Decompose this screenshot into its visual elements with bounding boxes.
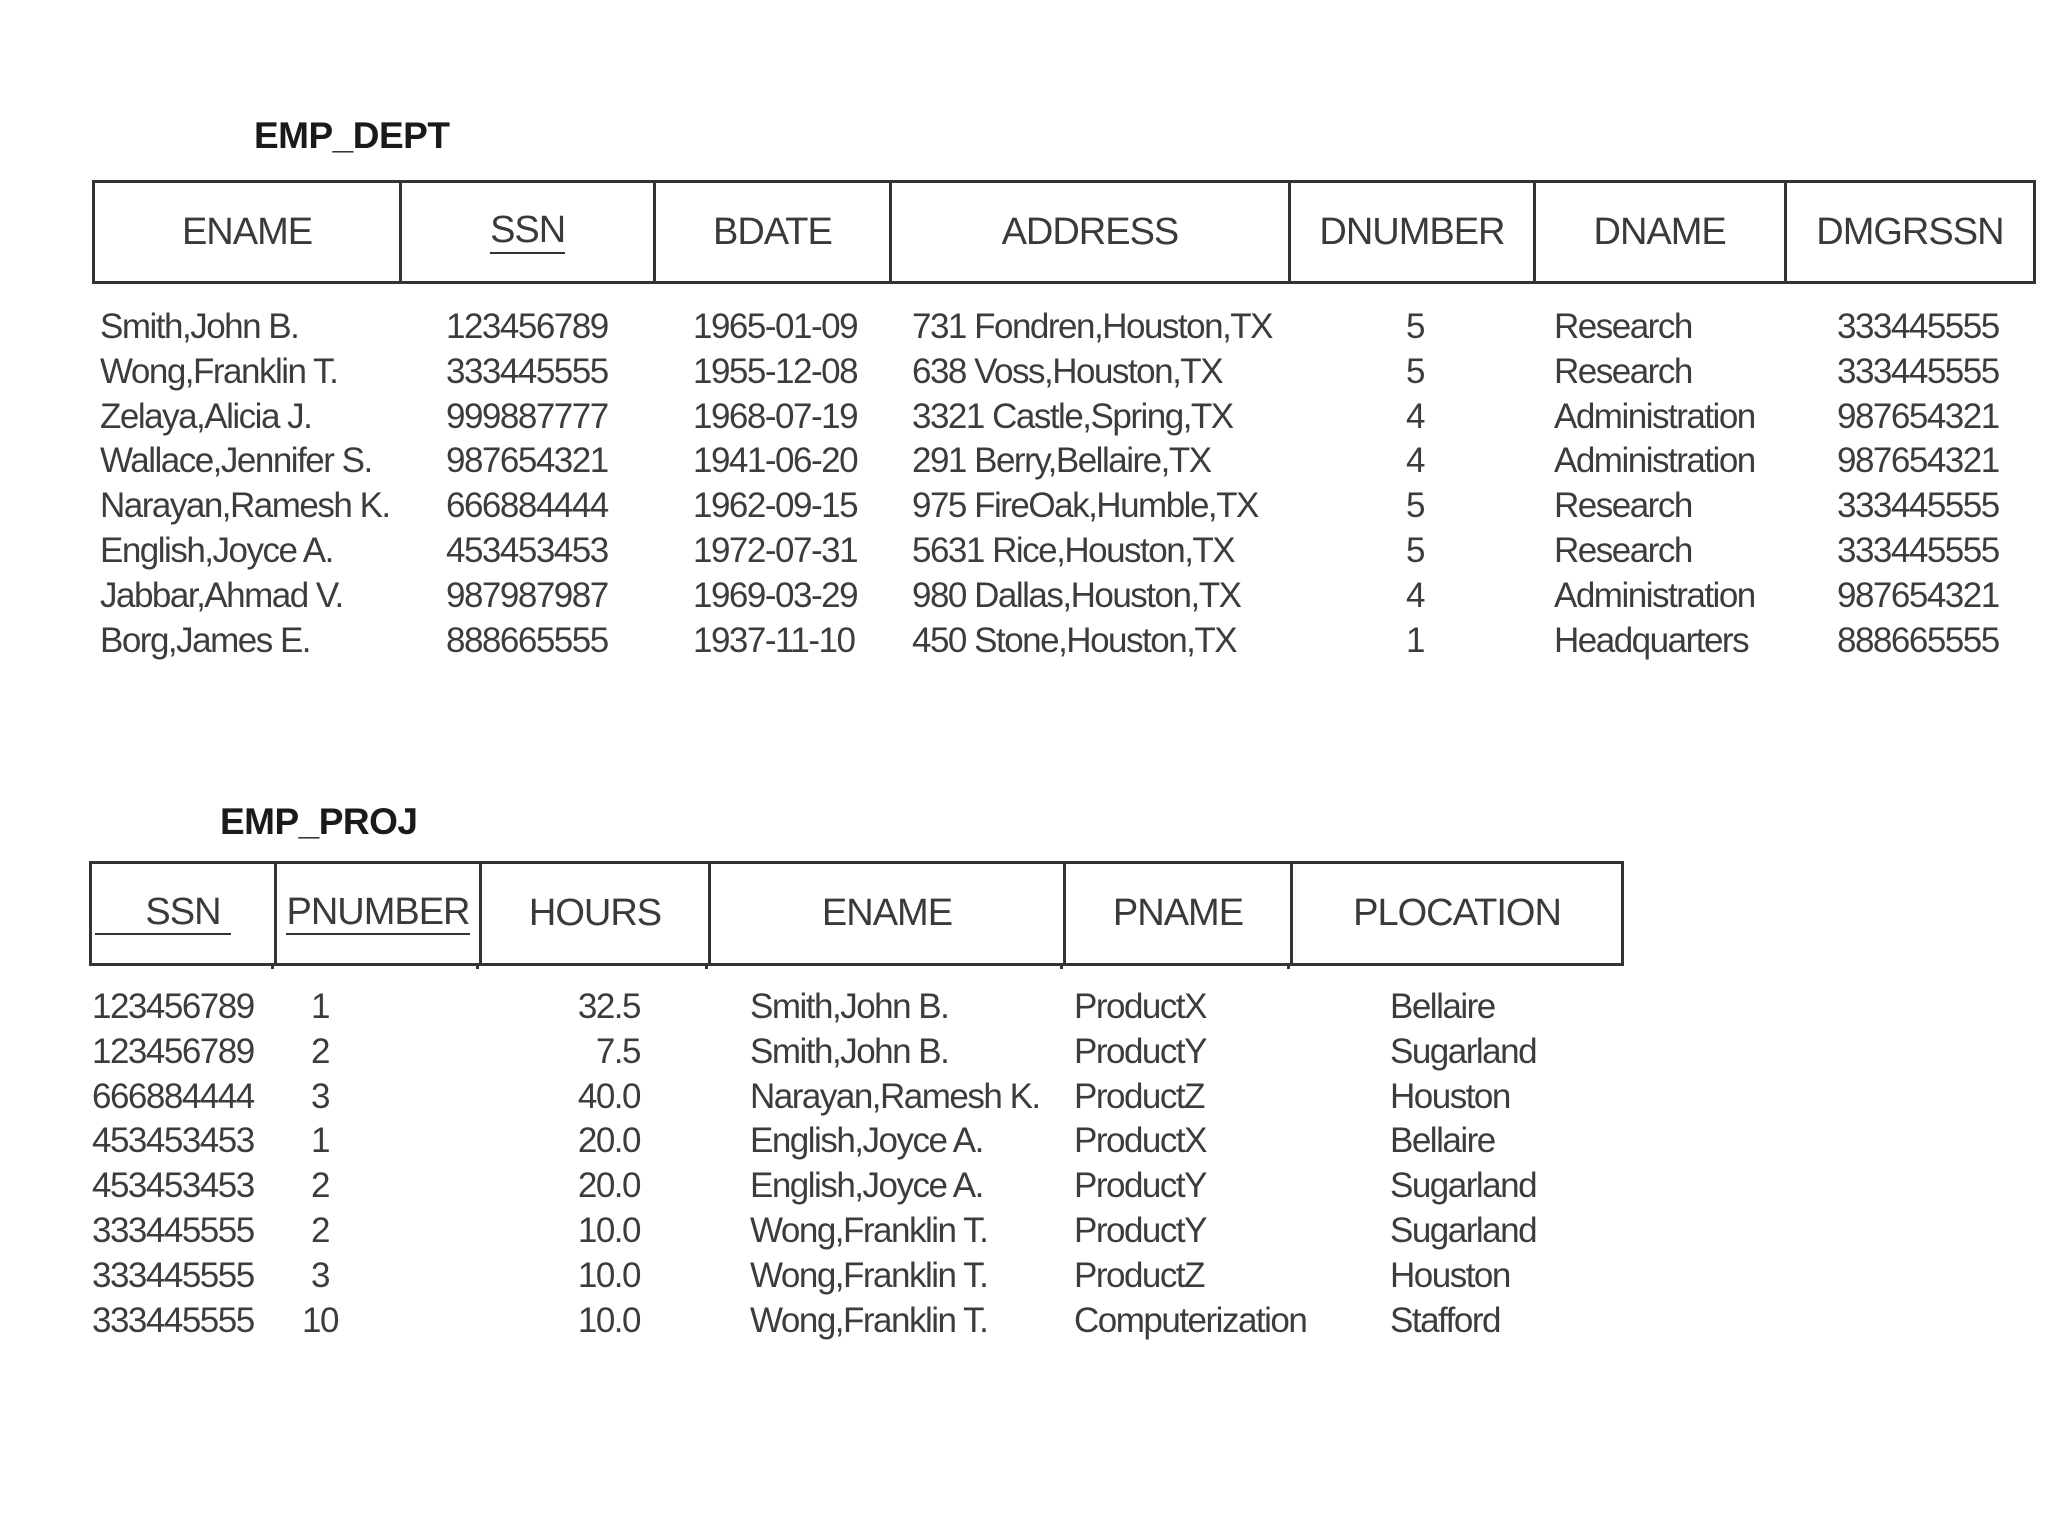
cell-ename: English,Joyce A.	[100, 530, 333, 570]
cell-bdate: 1955-12-08	[693, 351, 858, 391]
table-row	[0, 305, 2048, 350]
cell-ssn: 123456789	[92, 1031, 254, 1071]
cell-hours: 32.5	[577, 987, 640, 1026]
cell-hours: 10.0	[577, 1300, 640, 1340]
cell-dnumber: 4	[1406, 575, 1424, 615]
emp-dept-header-dnumber: DNUMBER	[1291, 183, 1535, 281]
cell-ename: Wong,Franklin T.	[100, 351, 338, 391]
cell-bdate: 1937-11-10	[693, 620, 855, 660]
cell-ssn: 453453453	[92, 1121, 254, 1161]
emp-proj-header	[89, 861, 1624, 966]
cell-ssn: 666884444	[446, 486, 608, 526]
cell-bdate: 1962-09-15	[693, 486, 858, 526]
cell-address: 638 Voss,Houston,TX	[912, 351, 1223, 391]
cell-ssn: 453453453	[92, 1166, 254, 1206]
cell-address: 5631 Rice,Houston,TX	[912, 530, 1235, 570]
cell-plocation: Stafford	[1390, 1300, 1500, 1340]
cell-ename: Narayan,Ramesh K.	[100, 486, 390, 526]
cell-dmgrssn: 333445555	[1837, 307, 1999, 346]
cell-pname: ProductX	[1074, 1121, 1206, 1161]
column-divider	[1287, 963, 1290, 969]
cell-address: 731 Fondren,Houston,TX	[912, 307, 1273, 346]
cell-plocation: Sugarland	[1390, 1031, 1537, 1071]
cell-pnumber: 2	[311, 1031, 329, 1071]
cell-ssn: 333445555	[92, 1255, 254, 1295]
table-row	[0, 1075, 2048, 1120]
cell-ename: Wallace,Jennifer S.	[100, 441, 372, 481]
emp-dept-header-ename: ENAME	[95, 183, 402, 281]
emp-dept-header	[92, 180, 2036, 284]
cell-dname: Research	[1554, 307, 1692, 346]
cell-dname: Headquarters	[1554, 620, 1749, 660]
emp-proj-header-ssn	[92, 864, 277, 963]
cell-ssn: 123456789	[92, 987, 254, 1026]
primary-key-ssn: SSN	[95, 892, 230, 936]
table-row	[0, 985, 2048, 1030]
cell-ename: Wong,Franklin T.	[750, 1210, 988, 1250]
cell-pnumber: 3	[311, 1076, 329, 1116]
cell-pname: ProductY	[1074, 1166, 1206, 1206]
emp-dept-header-ssn	[402, 183, 656, 281]
cell-ename: Narayan,Ramesh K.	[750, 1076, 1040, 1116]
table-row	[0, 484, 2048, 529]
cell-bdate: 1972-07-31	[693, 530, 858, 570]
cell-dname: Research	[1554, 486, 1692, 526]
cell-dname: Administration	[1554, 441, 1755, 481]
cell-dmgrssn: 987654321	[1837, 575, 1999, 615]
table-row	[0, 619, 2048, 664]
cell-hours: 20.0	[577, 1121, 640, 1161]
cell-hours: 40.0	[577, 1076, 640, 1116]
cell-ssn: 453453453	[446, 530, 608, 570]
emp-proj-title: EMP_PROJ	[220, 801, 418, 842]
cell-ename: Wong,Franklin T.	[750, 1255, 988, 1295]
cell-ssn: 333445555	[92, 1210, 254, 1250]
table-row	[0, 529, 2048, 574]
cell-pname: ProductX	[1074, 987, 1206, 1026]
column-divider	[1060, 963, 1063, 969]
cell-pname: ProductY	[1074, 1210, 1206, 1250]
cell-plocation: Bellaire	[1390, 987, 1495, 1026]
column-divider	[271, 963, 274, 969]
cell-dnumber: 5	[1406, 486, 1424, 526]
cell-bdate: 1941-06-20	[693, 441, 858, 481]
cell-pname: ProductZ	[1074, 1076, 1204, 1116]
emp-dept-title: EMP_DEPT	[254, 115, 450, 156]
emp-proj-header-pname: PNAME	[1066, 864, 1293, 963]
table-row	[0, 1119, 2048, 1164]
table-row	[0, 395, 2048, 440]
cell-plocation: Sugarland	[1390, 1210, 1537, 1250]
cell-pnumber: 2	[311, 1166, 329, 1206]
cell-hours: 10.0	[577, 1210, 640, 1250]
cell-dnumber: 4	[1406, 441, 1424, 481]
cell-dnumber: 5	[1406, 530, 1424, 570]
cell-dmgrssn: 333445555	[1837, 486, 1999, 526]
cell-ename: English,Joyce A.	[750, 1121, 983, 1161]
cell-ename: Smith,John B.	[750, 1031, 949, 1071]
cell-hours: 20.0	[577, 1166, 640, 1206]
table-row	[0, 1299, 2048, 1344]
table-row	[0, 350, 2048, 395]
cell-bdate: 1965-01-09	[693, 307, 858, 346]
cell-ssn: 666884444	[92, 1076, 254, 1116]
table-row	[0, 1164, 2048, 1209]
cell-dmgrssn: 987654321	[1837, 441, 1999, 481]
cell-dnumber: 4	[1406, 396, 1424, 436]
cell-hours: 7.5	[595, 1031, 640, 1071]
cell-hours: 10.0	[577, 1255, 640, 1295]
cell-pname: ProductZ	[1074, 1255, 1204, 1295]
emp-dept-rows	[0, 305, 2048, 663]
cell-ssn: 333445555	[446, 351, 608, 391]
cell-ename: Smith,John B.	[750, 987, 949, 1026]
cell-pname: ProductY	[1074, 1031, 1206, 1071]
cell-pname: Computerization	[1074, 1300, 1307, 1340]
emp-proj-header-hours: HOURS	[482, 864, 711, 963]
cell-ename: Wong,Franklin T.	[750, 1300, 988, 1340]
cell-address: 450 Stone,Houston,TX	[912, 620, 1237, 660]
cell-dmgrssn: 333445555	[1837, 351, 1999, 391]
cell-ssn: 888665555	[446, 620, 608, 660]
cell-address: 291 Berry,Bellaire,TX	[912, 441, 1211, 481]
cell-plocation: Bellaire	[1390, 1121, 1495, 1161]
cell-address: 980 Dallas,Houston,TX	[912, 575, 1241, 615]
cell-dnumber: 5	[1406, 351, 1424, 391]
cell-ename: Jabbar,Ahmad V.	[100, 575, 343, 615]
table-row	[0, 1209, 2048, 1254]
cell-plocation: Houston	[1390, 1255, 1510, 1295]
cell-plocation: Houston	[1390, 1076, 1510, 1116]
cell-dname: Research	[1554, 351, 1692, 391]
cell-ssn: 123456789	[446, 307, 608, 346]
cell-ssn: 987654321	[446, 441, 608, 481]
emp-dept-header-address: ADDRESS	[892, 183, 1292, 281]
cell-address: 975 FireOak,Humble,TX	[912, 486, 1258, 526]
cell-dmgrssn: 888665555	[1837, 620, 1999, 660]
cell-ename: Zelaya,Alicia J.	[100, 396, 312, 436]
cell-pnumber: 1	[311, 1121, 329, 1161]
emp-proj-header-pnumber	[277, 864, 482, 963]
cell-pnumber: 3	[311, 1255, 329, 1295]
cell-bdate: 1969-03-29	[693, 575, 858, 615]
cell-dnumber: 1	[1406, 620, 1424, 660]
primary-key-ssn: SSN	[490, 210, 565, 254]
emp-proj-header-plocation: PLOCATION	[1353, 892, 1561, 934]
cell-ssn: 999887777	[446, 396, 608, 436]
column-divider	[476, 963, 479, 969]
emp-dept-header-dmgrssn: DMGRSSN	[1816, 210, 2004, 253]
cell-dnumber: 5	[1406, 307, 1424, 346]
column-divider	[705, 963, 708, 969]
cell-bdate: 1968-07-19	[693, 396, 858, 436]
cell-address: 3321 Castle,Spring,TX	[912, 396, 1233, 436]
cell-dname: Administration	[1554, 575, 1755, 615]
cell-ssn: 987987987	[446, 575, 608, 615]
cell-dname: Research	[1554, 530, 1692, 570]
cell-pnumber: 10	[302, 1300, 338, 1340]
emp-dept-header-dname: DNAME	[1536, 183, 1787, 281]
cell-ename: English,Joyce A.	[750, 1166, 983, 1206]
cell-pnumber: 2	[311, 1210, 329, 1250]
table-row	[0, 1254, 2048, 1299]
cell-ename: Borg,James E.	[100, 620, 311, 660]
table-row	[0, 1030, 2048, 1075]
cell-ssn: 333445555	[92, 1300, 254, 1340]
primary-key-pnumber: PNUMBER	[286, 892, 469, 936]
emp-dept-header-bdate: BDATE	[656, 183, 891, 281]
cell-dmgrssn: 987654321	[1837, 396, 1999, 436]
cell-dname: Administration	[1554, 396, 1755, 436]
emp-proj-header-ename: ENAME	[711, 864, 1066, 963]
cell-pnumber: 1	[311, 987, 329, 1026]
table-row	[0, 574, 2048, 619]
table-row	[0, 439, 2048, 484]
cell-dmgrssn: 333445555	[1837, 530, 1999, 570]
cell-ename: Smith,John B.	[100, 307, 299, 346]
emp-proj-rows	[0, 985, 2048, 1343]
cell-plocation: Sugarland	[1390, 1166, 1537, 1206]
